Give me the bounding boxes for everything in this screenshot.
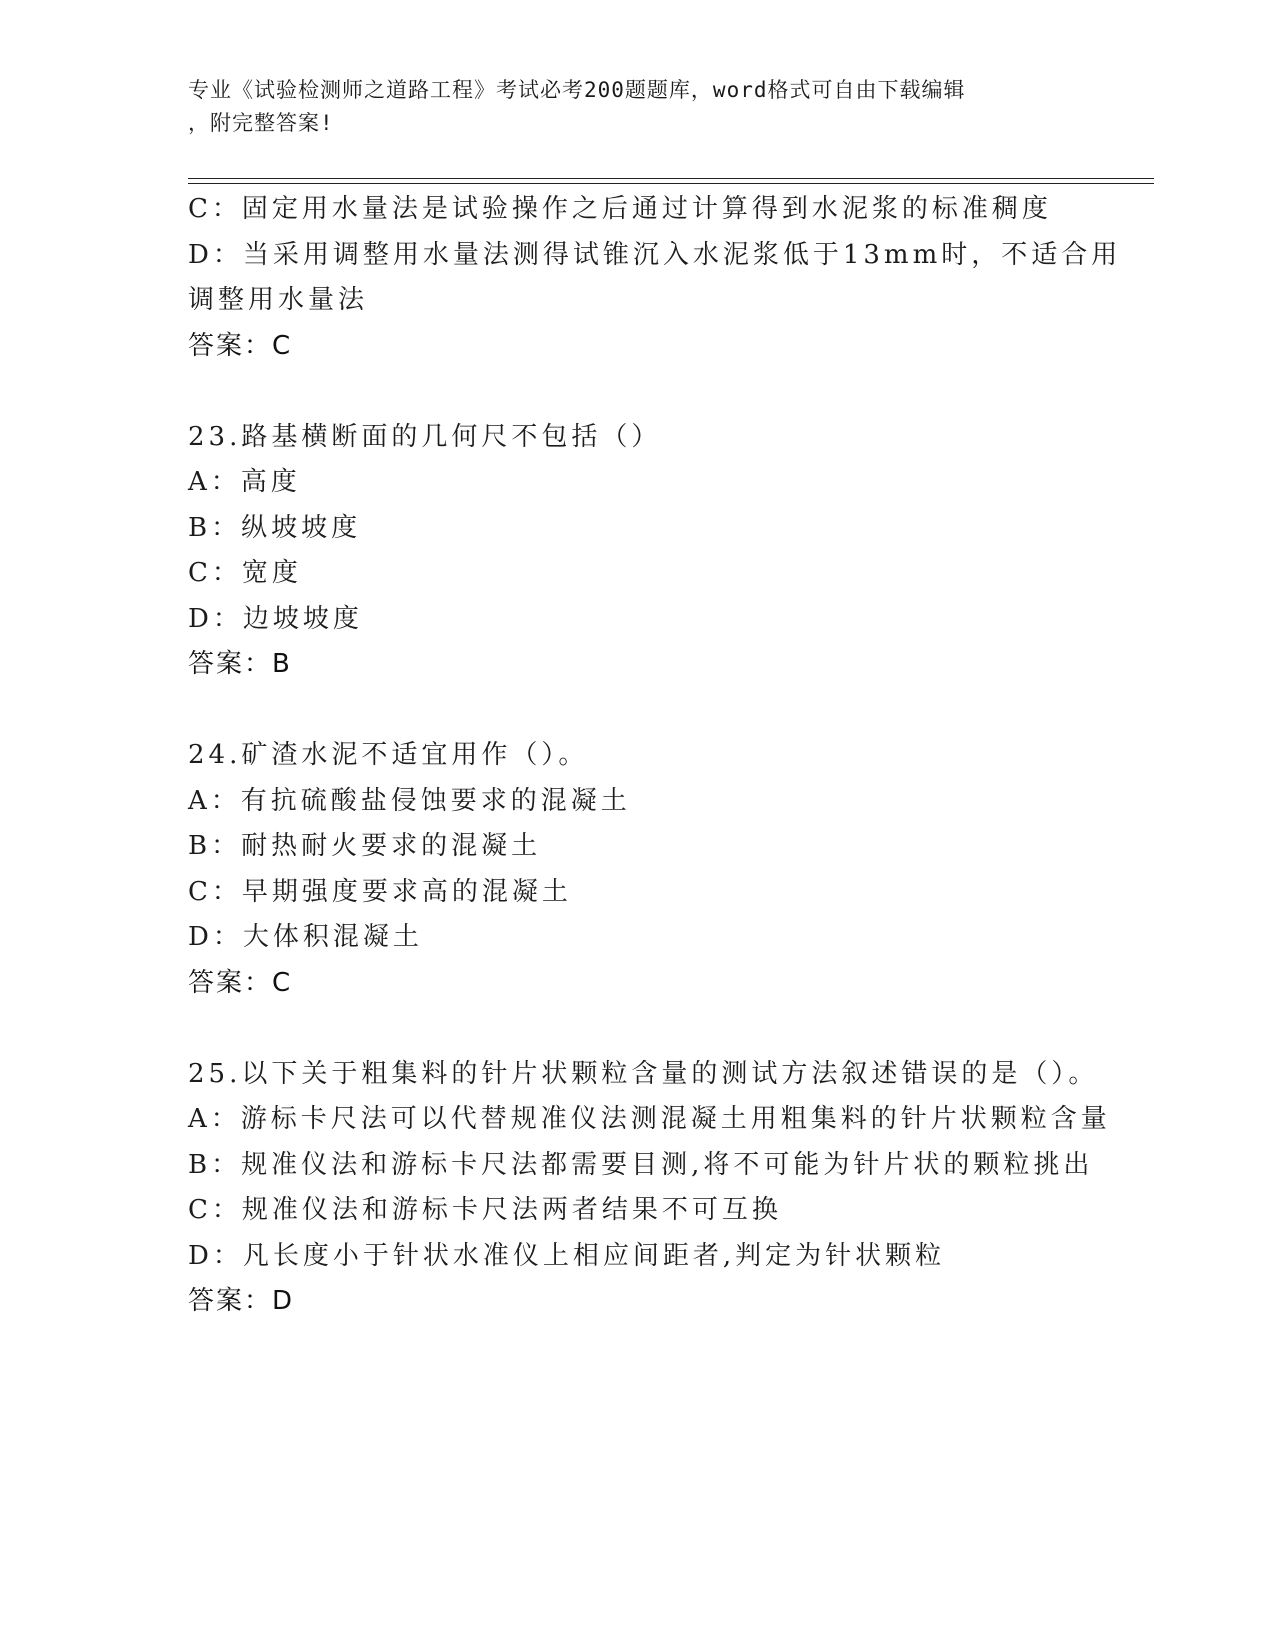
option-d: D：当采用调整用水量法测得试锥沉入水泥浆低于13mm时，不适合用 — [188, 239, 1122, 270]
option-b: B：规准仪法和游标卡尺法都需要目测,将不可能为针片状的颗粒挑出 — [188, 1149, 1094, 1180]
option-d: D：边坡坡度 — [188, 603, 363, 634]
header-title-line-continued: ，附完整答案! — [188, 111, 334, 135]
question-list — [188, 187, 1122, 1325]
option-d: D：凡长度小于针状水准仪上相应间距者,判定为针状颗粒 — [188, 1240, 946, 1271]
header-title-line: 专业《试验检测师之道路工程》考试必考200题题库，word格式可自由下载编辑 — [188, 78, 966, 102]
document-header — [188, 74, 1068, 140]
question-24 — [188, 733, 1088, 1006]
previous-question-tail — [188, 187, 1122, 369]
option-c: C：规准仪法和游标卡尺法两者结果不可互换 — [188, 1195, 782, 1225]
question-stem: 24.矿渣水泥不适宜用作（）。 — [188, 740, 589, 770]
option-a: A：游标卡尺法可以代替规准仪法测混凝土用粗集料的针片状颗粒含量 — [188, 1104, 1111, 1134]
question-spacer — [188, 1006, 1088, 1052]
question-spacer — [188, 369, 1088, 415]
question-23 — [188, 415, 1088, 688]
option-d: D：大体积混凝土 — [188, 922, 423, 952]
header-divider-top — [188, 178, 1154, 179]
answer-line: 答案：D — [188, 1286, 295, 1316]
answer-line: 答案：C — [188, 330, 293, 361]
question-spacer — [188, 688, 1088, 734]
option-d-continued: 调整用水量法 — [188, 285, 369, 315]
question-stem: 23.路基横断面的几何尺不包括（） — [188, 421, 662, 452]
option-b: B：耐热耐火要求的混凝土 — [188, 831, 542, 861]
question-25 — [188, 1052, 1111, 1325]
option-c: C：早期强度要求高的混凝土 — [188, 876, 572, 907]
answer-line: 答案：B — [188, 649, 292, 679]
option-a: A：有抗硫酸盐侵蚀要求的混凝土 — [188, 785, 631, 816]
question-stem: 25.以下关于粗集料的针片状颗粒含量的测试方法叙述错误的是（）。 — [188, 1058, 1099, 1089]
option-b: B：纵坡坡度 — [188, 512, 362, 543]
option-c: C：宽度 — [188, 558, 302, 588]
answer-line: 答案：C — [188, 967, 293, 998]
header-divider-bottom — [188, 183, 1154, 184]
option-a: A：高度 — [188, 467, 301, 497]
option-c: C：固定用水量法是试验操作之后通过计算得到水泥浆的标准稠度 — [188, 194, 1052, 224]
